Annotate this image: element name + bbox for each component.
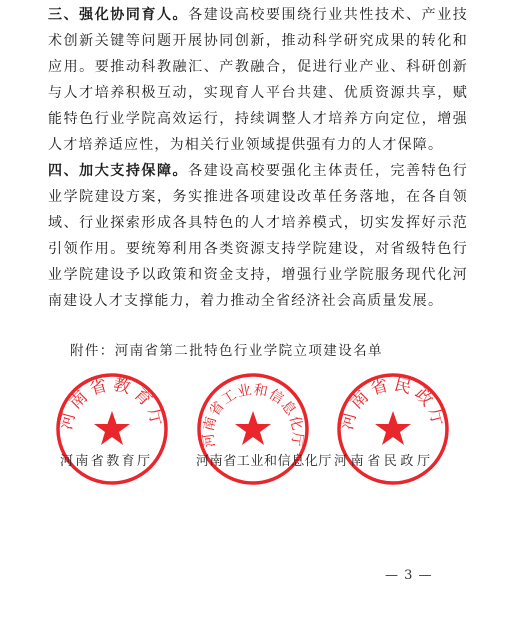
signature-education-dept: 河南省教育厅 bbox=[60, 454, 153, 469]
signature-civil-affairs-dept: 河南省民政厅 bbox=[334, 454, 434, 469]
paragraph-support-guarantee bbox=[48, 158, 468, 314]
svg-text:河南省教育厅: 河南省教育厅 bbox=[56, 374, 168, 432]
seal-industry-it-dept bbox=[195, 371, 311, 487]
section-heading-4: 四、加大支持保障。 bbox=[48, 163, 189, 179]
svg-text:河南省民政厅: 河南省民政厅 bbox=[337, 374, 449, 432]
paragraph-body-3: 各建设高校要围绕行业共性技术、产业技术创新关键等问题开展协同创新，推动科学研究成果的转化和应用。要推动科教融汇、产教融合，促进行业产业、科研创新与人才培养积极互动，实现育人平台共建、优质资源共享，赋能特色行业学院高效运行，持续调整人才培养方向定位，增强人才培养适应性，为相关行业领域提供强有力的人才保障。 bbox=[48, 7, 468, 153]
seal-civil-affairs-dept-graphic bbox=[335, 371, 451, 487]
paragraph-collaborative-education bbox=[48, 2, 468, 158]
seal-education-dept bbox=[54, 371, 170, 487]
svg-text:河南省工业和信息化厅: 河南省工业和信息化厅 bbox=[200, 382, 306, 449]
seal-education-dept-graphic bbox=[54, 371, 170, 487]
seal-industry-it-dept-graphic bbox=[195, 371, 311, 487]
page-number: — 3 — bbox=[385, 568, 433, 583]
section-heading-3: 三、强化协同育人。 bbox=[48, 7, 189, 23]
seal-civil-affairs-dept bbox=[335, 371, 451, 487]
attachment-line: 附件：河南省第二批特色行业学院立项建设名单 bbox=[70, 343, 383, 359]
signature-industry-it-dept: 河南省工业和信息化厅 bbox=[196, 454, 333, 469]
paragraph-body-4: 各建设高校要强化主体责任，完善特色行业学院建设方案，务实推进各项建设改革任务落地，在各自领域、行业探索形成各具特色的人才培养模式，切实发挥好示范引领作用。要统筹利用各类资源支持学院建设，对省级特色行业学院建设予以政策和资金支持，增强行业学院服务现代化河南建设人才支撑能力，着力推动全省经济社会高质量发展。 bbox=[48, 163, 468, 309]
